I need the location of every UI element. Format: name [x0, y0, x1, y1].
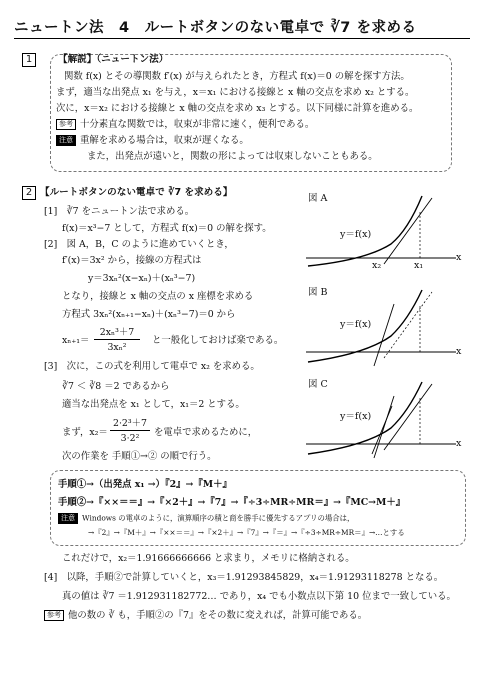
sec2-line-4: f′(x)＝3x² から，接線の方程式は [62, 255, 202, 266]
final-reference-tag: 参考 [44, 610, 64, 621]
title-rule [14, 38, 470, 39]
ref-tag: 参考 [56, 119, 76, 130]
page-title: ニュートン法 4 ルートボタンのない電卓で ∛7 を求める [14, 20, 417, 36]
figure-c-label: 図 C [308, 379, 328, 390]
ref-text: 十分素直な関数では，収束が非常に速く，便利である。 [80, 119, 315, 130]
sec2-line-7: 方程式 3xₙ²(xₙ₊₁−xₙ)＋(xₙ³−7)＝0 から [62, 309, 236, 320]
figure-c-curve-label: y＝f(x) [340, 411, 372, 422]
figure-b-x-axis-label: x [456, 346, 462, 357]
final-reference-text: 他の数の ∛ も，手順②の『7』をその数に変えれば，計算可能である。 [68, 610, 368, 621]
procedure-2: 手順②→『××＝＝』→『×2＋』→『7』→『÷3÷MR÷MR＝』→『MC→M＋』 [58, 497, 406, 508]
sec2-line-1: [1] ∛7 をニュートン法で求める。 [44, 206, 195, 217]
figure-b [306, 290, 456, 366]
result-line-3: 真の値は ∛7 ＝1.912931182772… であり，x₄ でも小数点以下第 10 位まで一致している。 [62, 591, 456, 602]
frac1-denominator: 3xₙ² [107, 342, 127, 353]
sec2-line-6: となり，接線と x 軸の交点の x 座標を求める [62, 291, 254, 302]
section-number-1: 1 [22, 53, 36, 67]
frac2-rhs: を電卓で求めるために， [154, 427, 258, 438]
figure-a [306, 196, 456, 266]
procedure-note-2: →『2』→『M＋』→『××＝＝』→『×2＋』→『7』→『＝』→『÷3÷MR÷MR＝』→…とする [88, 528, 405, 537]
frac1-numerator: 2xₙ³＋7 [94, 326, 140, 340]
figure-a-x2-label: x₂ [372, 260, 382, 271]
frac2-lhs: まず，x₂＝ [62, 427, 108, 438]
sec2-line-9: [3] 次に，この式を利用して電卓で x₂ を求める。 [44, 361, 260, 372]
figure-a-x-axis-label: x [456, 252, 462, 263]
figure-b-curve-label: y＝f(x) [340, 319, 372, 330]
final-reference [44, 609, 367, 622]
figure-a-curve-label: y＝f(x) [340, 229, 372, 240]
figure-c-x-axis-label: x [456, 438, 462, 449]
figure-a-label: 図 A [308, 193, 328, 204]
note-tag: 注意 [56, 135, 76, 146]
procedure-note-text: Windows の電卓のように，演算順序の積と商を勝手に優先するアプリの場合は， [82, 513, 355, 523]
sec2-line-5: y＝3xₙ²(x−xₙ)＋(xₙ³−7) [88, 273, 196, 284]
frac2-numerator: 2·2³＋7 [110, 417, 150, 431]
section-1-line-3: 次に，x＝x₂ における接線と x 軸の交点を求め x₃ とする。以下同様に計算を進める。 [56, 103, 419, 114]
sec2-line-10: ∛7 ＜ ∛8 ＝2 であるから [62, 381, 170, 392]
section-1-note [56, 134, 249, 147]
figure-c [306, 382, 456, 458]
sec2-line-2: f(x)＝x³−7 として，方程式 f(x)＝0 の解を探す。 [62, 223, 272, 234]
result-line-1: これだけで，x₂＝1.91666666666 と求まり，メモリに格納される。 [62, 553, 355, 564]
section-2-heading: 【ルートボタンのない電卓で ∛7 を求める】 [40, 187, 233, 198]
frac1-lhs: xₙ₊₁＝ [62, 335, 90, 346]
sec2-line-11: 適当な出発点を x₁ として，x₁＝2 とする。 [62, 399, 245, 410]
procedure-1: 手順①→（出発点 x₁ →）『2』→『M＋』 [58, 479, 232, 490]
section-1-heading: 【解説】（ニュートン法） [58, 54, 169, 65]
procedure-note-tag: 注意 [58, 513, 78, 524]
section-number-2: 2 [22, 186, 36, 200]
figure-a-x1-label: x₁ [414, 260, 424, 271]
result-line-2: [4] 以降，手順②で計算していくと，x₃＝1.91293845829，x₄＝1.91293118278 となる。 [44, 572, 444, 583]
procedure-note [58, 513, 354, 524]
frac2-denominator: 3·2² [120, 433, 140, 444]
section-1-line-1: 関数 f(x) とその導関数 f′(x) が与えられたとき，方程式 f(x)＝0 の解を探す方法。 [64, 71, 410, 82]
section-1-note-2: また，出発点が遠いと，関数の形によっては収束しないこともある。 [87, 151, 378, 162]
note-text: 重解を求める場合は，収束が遅くなる。 [80, 135, 249, 146]
newton-figures [296, 186, 466, 478]
sec2-line-13: 次の作業を 手順①→② の順で行う。 [62, 451, 217, 462]
section-1-line-2: まず，適当な出発点 x₁ を与え，x＝x₁ における接線と x 軸の交点を求め x₂ とする。 [56, 87, 415, 98]
frac1-rhs: と一般化しておけば楽である。 [152, 335, 284, 346]
figure-b-label: 図 B [308, 287, 328, 298]
section-1-ref [56, 118, 314, 131]
sec2-line-3: [2] 図 A，B，C のように進めていくとき， [44, 239, 234, 250]
